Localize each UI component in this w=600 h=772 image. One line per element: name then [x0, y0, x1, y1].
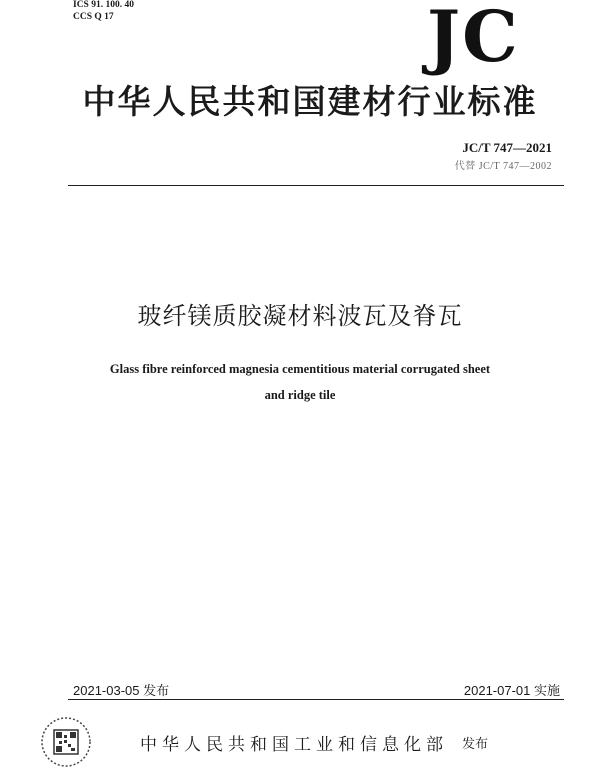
standard-code: JC/T 747—2021	[462, 140, 552, 155]
standard-title-en-line1: Glass fibre reinforced magnesia cementitious material corrugated sheet	[109, 362, 491, 376]
standard-title-en-line2: and ridge tile	[264, 388, 336, 402]
ccs-code: CCS Q 17	[73, 12, 114, 22]
ics-code: ICS 91. 100. 40	[73, 0, 134, 10]
qr-seal-icon	[40, 716, 92, 768]
replaces-code: 代替 JC/T 747—2002	[454, 161, 552, 172]
standard-type-title: 中华人民共和国建材行业标准	[82, 82, 538, 121]
effective-date: 2021-07-01 实施	[463, 683, 560, 698]
top-divider	[68, 185, 564, 186]
bottom-divider	[68, 699, 564, 700]
standard-title-cn: 玻纤镁质胶凝材料波瓦及脊瓦	[137, 302, 463, 330]
jc-logo: JC	[427, 0, 520, 78]
issuing-authority: 中华人民共和国工业和信息化部	[140, 735, 448, 755]
standard-title-en	[70, 356, 530, 408]
issuing-label: 发布	[462, 737, 489, 752]
publish-date: 2021-03-05 发布	[73, 683, 170, 698]
